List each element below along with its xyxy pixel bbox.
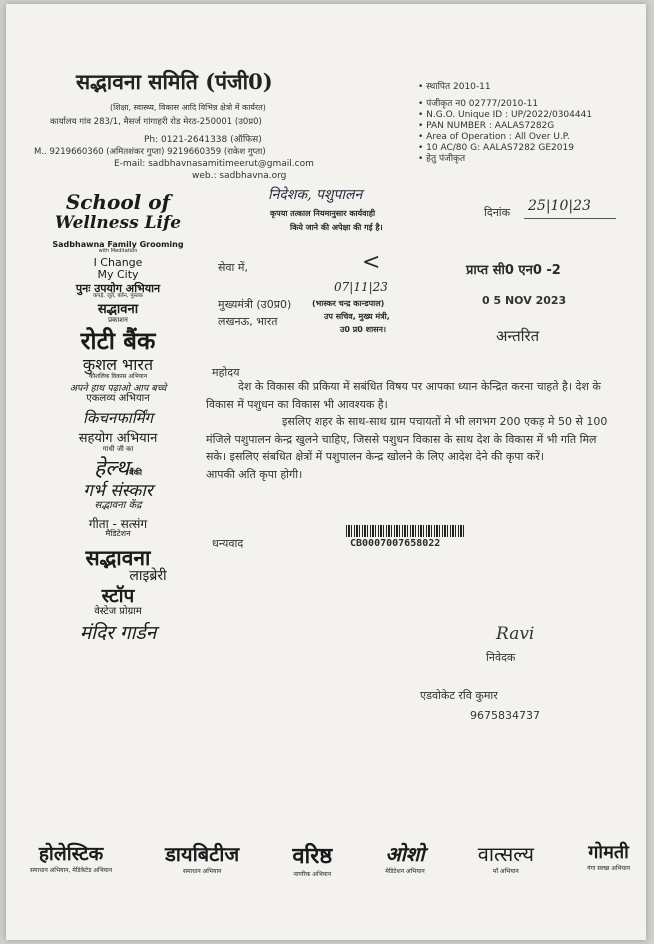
reg-item: • N.G.O. Unique ID : UP/2022/0304441: [418, 110, 593, 120]
stamp-cm-2: उप सचिव, मुख्य मंत्री,: [324, 312, 390, 321]
apne-bachche: अपने हाथ पढ़ाओ आप बच्चे: [69, 383, 167, 395]
signature: Ravi: [496, 624, 535, 644]
logo-vatsalya: वात्सल्य माँ अभियान: [477, 842, 535, 875]
stamp-cm-1: (भास्कर चन्द्र कान्डपाल): [312, 299, 385, 308]
letter-page: [6, 4, 646, 940]
logo-senior: वरिष्ठ नागरिक अभियान: [292, 843, 333, 878]
barcode-number: CB0007007658022: [350, 538, 441, 549]
org-phone: Ph: 0121-2641338 (ऑफिस): [144, 135, 262, 145]
school-line-1: School of: [65, 190, 171, 214]
stamp-line-1: कृपया तत्काल नियमानुसार कार्यवाही: [270, 209, 376, 218]
reuse-campaign: पुनः उपयोग अभियान: [75, 281, 161, 295]
kitchen-farming: किचनफार्मिंग: [82, 408, 153, 427]
chief-minister: मुख्यमंत्री (उ0प्र0): [218, 298, 292, 311]
paragraph-1: देश के विकास की प्रकिया में सबंधित विषय पर आपका ध्यान केन्द्रित करना चाहते है। देश के विकास में पशुधन का विकास भी आवश्यक है।: [206, 380, 601, 411]
antarit: अन्तरित: [496, 327, 540, 345]
stop: स्टॉप: [101, 585, 135, 608]
mandir-garden: मंदिर गार्डन: [79, 621, 157, 644]
org-web: web.: sadbhavna.org: [192, 171, 287, 181]
stamp-line-2: किये जाने की अपेक्षा की गई है।: [290, 223, 383, 232]
reg-item: • पंजीकृत न0 02777/2010-11: [418, 99, 539, 109]
signatory-phone: 9675834737: [470, 709, 540, 722]
org-email: E-mail: sadbhavnasamitimeerut@gmail.com: [114, 159, 314, 169]
seva-mein: सेवा में,: [218, 261, 248, 274]
reg-item: • PAN NUMBER : AALAS7282G: [418, 121, 555, 131]
logo-osho: ओशो मेडिटेशन अभियान: [385, 842, 425, 875]
org-name: सद्भावना समिति (पंजी0): [76, 69, 273, 94]
roti-bank: रोटी बैंक: [80, 325, 156, 355]
grooming: Sadbhawna Family Grooming: [52, 239, 184, 249]
garbh-sanskar: गर्भ संस्कार: [83, 481, 153, 502]
signatory-name: एडवोकेट रवि कुमार: [420, 689, 498, 702]
org-mobile: M.. 9219660360 (अमितशंकर गुप्ता) 9219660359 (राकेश गुप्ता): [34, 147, 266, 157]
paragraph-2: इसलिए शहर के साथ-साथ ग्राम पचायतों मे भी लगभग 200 एकड़ मे 50 से 100 मंजिले पशुपालन केन्द्र खुलने चाहिए, जिससे पशुधन विकास के साथ देश के विकास में भी गति मिल सके। इसलिए संबधित क्षेत्रों में पशुपालन केन्द्र खोलने के लिए आदेश देने की कृपा करें।: [206, 415, 608, 463]
eklavya: एकलव्य अभियान: [86, 393, 150, 405]
sadbhavna-library-title: सद्भावना: [85, 544, 151, 570]
health-title: हेल्थ: [94, 456, 130, 481]
handwritten-date: 07|11|23: [334, 280, 388, 294]
logo-gomti: गोमती गंगा स्वच्छ अभियान: [587, 842, 630, 872]
date-underline: [524, 218, 616, 219]
sahyog-abhiyan: सहयोग अभियान: [78, 431, 158, 447]
sidebar-programs: [40, 192, 196, 644]
registration-list: [418, 82, 592, 165]
date-value: 25|10|23: [528, 198, 591, 214]
stamp-cm-3: उ0 प्र0 शासन।: [340, 325, 387, 334]
lucknow: लखनऊ, भारत: [218, 315, 278, 328]
barcode-graphic: [346, 525, 466, 537]
sadbhavna-kendra: सद्भावना केंद्र: [94, 500, 142, 512]
health-sub: बैंकी: [129, 468, 142, 478]
footer-logos: [30, 840, 630, 878]
health: [40, 457, 196, 479]
kaushal-sub: कौशलिक विकास अभियान: [88, 372, 148, 380]
reg-item: • हेतु पंजीकृत: [418, 154, 466, 164]
with-meditation: with Meditation: [98, 248, 138, 255]
library: लाइब्रेरी: [129, 567, 167, 584]
thanks: धन्यवाद: [212, 537, 244, 550]
nivedak: निवेदक: [486, 651, 516, 664]
meditation: मैडिटेशन: [105, 529, 131, 539]
kushal-bharat: कुशल भारत: [82, 355, 154, 375]
received-stamp-date: 0 5 NOV 2023: [482, 294, 567, 307]
i-change: I Change: [93, 256, 143, 270]
org-address: कार्यालय गांव 283/1, मैसर्ज गांगाहरी रोड मेरठ-250001 (उ0प्र0): [50, 117, 262, 127]
logo-diabetes: डायबिटीज समाधान अभियान: [165, 842, 240, 875]
reg-item: • स्थापित 2010-11: [418, 82, 491, 92]
date-label: दिनांक: [484, 206, 511, 219]
gita-satsang: गीता - सत्संग: [88, 516, 148, 531]
sadbhavna-prakashan: सद्भावना: [97, 301, 139, 317]
reg-item: • Area of Operation : All Over U.P.: [418, 132, 570, 142]
gandhi: गाधी जी का: [102, 445, 134, 454]
closing: आपकी अति कृपा होगी।: [206, 467, 303, 481]
received-number: प्राप्त सी0 एन0 -2: [466, 263, 561, 278]
prakashan: प्रकाशन: [108, 315, 128, 324]
handwritten-mark: <: [362, 250, 381, 275]
reuse-sub: कपड़े, जूते, बर्तन, पुस्तक: [93, 293, 143, 300]
letter-body: [206, 378, 614, 483]
wastage-program: वेस्टेज प्रोग्राम: [94, 606, 142, 618]
my-city: My City: [97, 268, 139, 282]
reg-item: • 10 AC/80 G: AALAS7282 GE2019: [418, 143, 574, 153]
org-tagline: (शिक्षा, स्वास्थ्य, विकास आदि विभिन्न क्षेत्रो में कार्यरत): [110, 103, 266, 112]
handwritten-to: निदेशक, पशुपालन: [268, 187, 363, 203]
school-line-2: Wellness Life: [54, 213, 182, 233]
logo-holistic: होलेस्टिक समाधान अभियान, मेडिकेटेड अभियान: [30, 843, 113, 874]
salutation: महोदय: [212, 366, 240, 379]
